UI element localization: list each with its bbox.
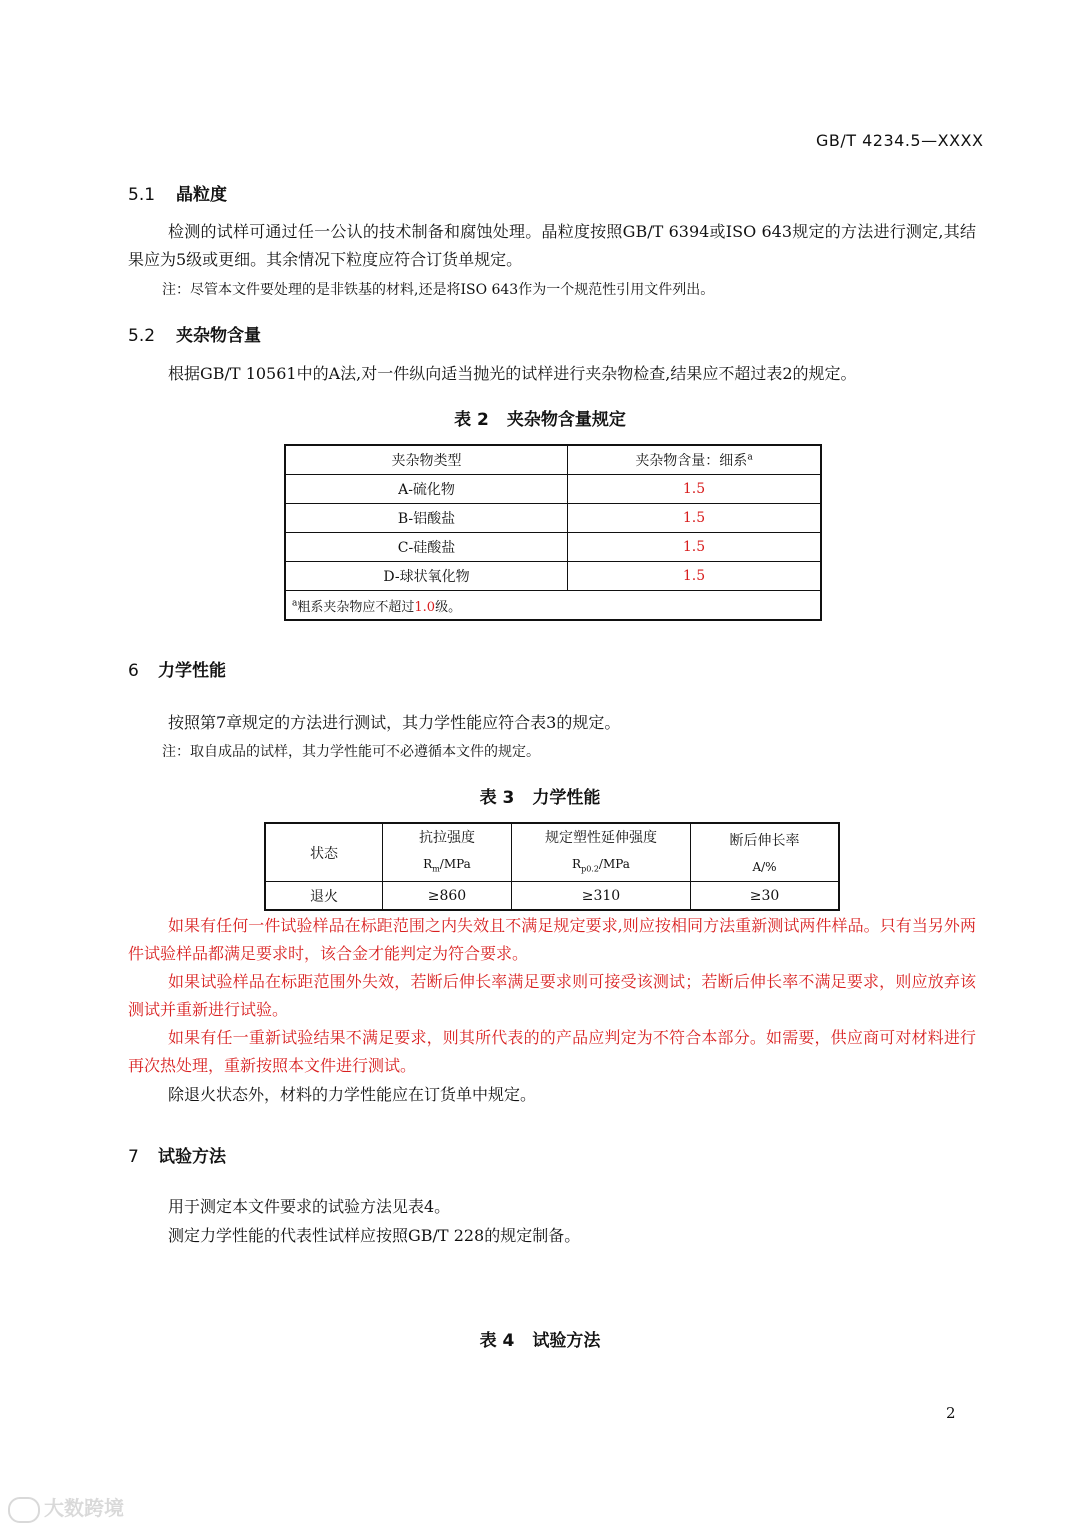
watermark: 大数跨境 [8, 1492, 124, 1523]
inclusion-value: 1.5 [568, 475, 822, 504]
section-number: 5.2 [128, 326, 156, 346]
retest-paragraph-2: 如果试验样品在标距范围外失效，若断后伸长率满足要求则可接受该测试；若断后伸长率不满足要求，则应放弃该测试并重新进行试验。 [128, 972, 976, 1019]
header-cell-state: 状态 [265, 823, 383, 882]
section-6-paragraph: 按照第7章规定的方法进行测试，其力学性能应符合表3的规定。 [168, 713, 621, 732]
inclusion-type: C-硅酸盐 [285, 533, 568, 562]
section-5-1-heading [128, 180, 227, 205]
table-row [285, 562, 821, 591]
section-number: 7 [128, 1147, 139, 1167]
yield-value: ≥310 [512, 882, 691, 911]
retest-paragraph-3: 如果有任一重新试验结果不满足要求，则其所代表的的产品应判定为不符合本部分。如需要，供应商可对材料进行再次热处理，重新按照本文件进行测试。 [128, 1028, 976, 1075]
table-row [285, 533, 821, 562]
watermark-logo-icon [8, 1497, 40, 1523]
inclusion-table [284, 444, 822, 621]
caption-number: 表 4 [479, 1331, 515, 1351]
header-cell-yield: 规定塑性延伸强度 $R_{p0.2}$/MPa [512, 823, 691, 882]
section-6-heading [128, 656, 226, 681]
caption-number: 表 2 [454, 410, 489, 430]
state-value: 退火 [265, 882, 383, 911]
table-4-caption [0, 1326, 1080, 1351]
inclusion-type: D-球状氧化物 [285, 562, 568, 591]
table-header-row [265, 823, 839, 882]
section-number: 6 [128, 661, 139, 681]
section-5-1-note: 注：尽管本文件要处理的是非铁基的材料,还是将ISO 643作为一个规范性引用文件列出。 [162, 282, 715, 298]
table-3-caption [0, 783, 1080, 808]
table-row [285, 504, 821, 533]
elongation-value: ≥30 [691, 882, 840, 911]
page-number: 2 [946, 1404, 956, 1422]
tensile-value: ≥860 [383, 882, 512, 911]
document-number: GB/T 4234.5—XXXX [816, 131, 984, 150]
section-number: 5.1 [128, 185, 156, 205]
section-title: 夹杂物含量 [176, 326, 261, 346]
section-5-2-paragraph: 根据GB/T 10561中的A法,对一件纵向适当抛光的试样进行夹杂物检查,结果应不超过表2的规定。 [168, 364, 857, 383]
table-footnote-row [285, 591, 821, 621]
inclusion-value: 1.5 [568, 533, 822, 562]
inclusion-type: A-硫化物 [285, 475, 568, 504]
table-row [265, 882, 839, 911]
mechanical-properties-table [264, 822, 840, 911]
table-footnote: $^a$粗系夹杂物应不超过1.0级。 [285, 591, 821, 621]
caption-title: 夹杂物含量规定 [506, 410, 626, 430]
caption-number: 表 3 [479, 788, 515, 808]
header-cell-type: 夹杂物类型 [285, 445, 568, 475]
caption-title: 试验方法 [532, 1331, 601, 1351]
section-7-heading [128, 1142, 226, 1167]
header-cell-elongation: 断后伸长率 A/% [691, 823, 840, 882]
section-5-2-heading [128, 321, 261, 346]
inclusion-value: 1.5 [568, 504, 822, 533]
section-title: 力学性能 [158, 661, 226, 681]
retest-paragraph-1: 如果有任何一件试验样品在标距范围之内失效且不满足规定要求,则应按相同方法重新测试两件样品。只有当另外两件试验样品都满足要求时，该合金才能判定为符合要求。 [128, 916, 976, 963]
inclusion-type: B-铝酸盐 [285, 504, 568, 533]
header-cell-content: 夹杂物含量：细系$^a$ [568, 445, 822, 475]
section-6-tail-paragraph: 除退火状态外，材料的力学性能应在订货单中规定。 [168, 1085, 537, 1104]
section-title: 试验方法 [158, 1147, 226, 1167]
table-header-row [285, 445, 821, 475]
section-6-note: 注：取自成品的试样，其力学性能可不必遵循本文件的规定。 [162, 744, 540, 760]
section-7-paragraph-2: 测定力学性能的代表性试样应按照GB/T 228的规定制备。 [168, 1226, 581, 1245]
header-cell-tensile: 抗拉强度 $R_m$/MPa [383, 823, 512, 882]
section-5-1-paragraph: 检测的试样可通过任一公认的技术制备和腐蚀处理。晶粒度按照GB/T 6394或ISO 643规定的方法进行测定,其结果应为5级或更细。其余情况下粒度应符合订货单规定。 [128, 222, 976, 269]
inclusion-value: 1.5 [568, 562, 822, 591]
section-7-paragraph-1: 用于测定本文件要求的试验方法见表4。 [168, 1197, 451, 1216]
section-title: 晶粒度 [176, 185, 227, 205]
caption-title: 力学性能 [532, 788, 601, 808]
table-2-caption [0, 405, 1080, 430]
table-row [285, 475, 821, 504]
